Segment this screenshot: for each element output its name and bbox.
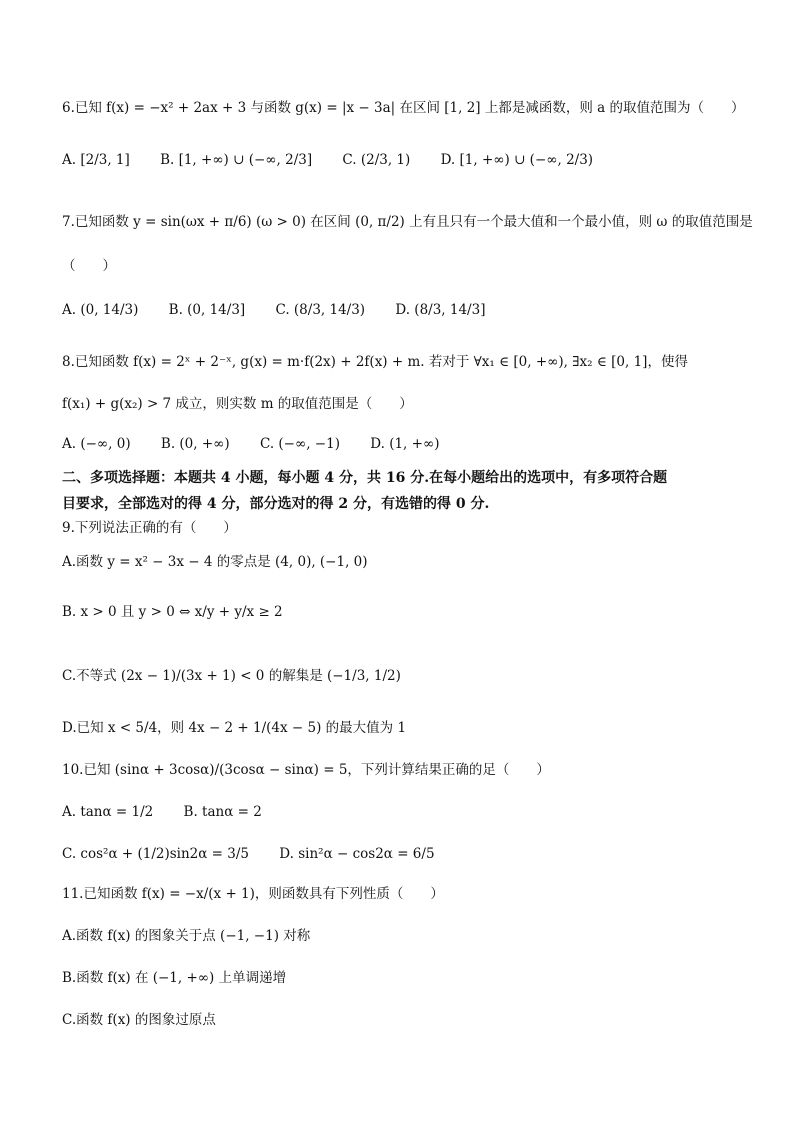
q10-stem: 10.已知 (sinα + 3cosα)/(3cosα − sinα) = 5，下列计算结果正确的足（ ） [62,762,550,778]
section-2-line-1: 二、多项选择题：本题共 4 小题，每小题 4 分，共 16 分.在每小题给出的选项中，有多项符合题 [62,470,668,486]
q10-options-ab [62,802,766,822]
q7-stem-tail: （ ） [62,258,116,274]
q6-option-a: A. [2/3, 1] [62,152,130,168]
q8-stem: 8.已知函数 f(x) = 2ˣ + 2⁻ˣ, g(x) = m·f(2x) + 2f(x) + m. 若对于 ∀x₁ ∈ [0, +∞), ∃x₂ ∈ [0, 1]，使得 [62,354,688,370]
q6-option-c: C. (2/3, 1) [342,152,411,168]
q8-stem-tail: f(x₁) + g(x₂) > 7 成立，则实数 m 的取值范围是（ ） [62,396,413,412]
q9-option-a: A.函数 y = x² − 3x − 4 的零点是 (4, 0), (−1, 0) [62,554,368,570]
q7-option-c: C. (8/3, 14/3) [275,302,366,318]
q8-options [62,434,766,454]
section-2-line-2: 目要求，全部选对的得 4 分，部分选对的得 2 分，有选错的得 0 分. [62,496,490,512]
q6-options [62,150,766,170]
q6-option-d: D. [1, +∞) ∪ (−∞, 2/3) [440,152,594,168]
q11-option-a: A.函数 f(x) 的图象关于点 (−1, −1) 对称 [62,928,311,944]
q9-stem: 9.下列说法正确的有（ ） [62,520,237,536]
q7-option-d: D. (8/3, 14/3] [395,302,486,318]
q6-stem: 6.已知 f(x) = −x² + 2ax + 3 与函数 g(x) = |x − 3a| 在区间 [1, 2] 上都是减函数，则 a 的取值范围为（ ） [62,100,745,116]
q8-option-b: B. (0, +∞) [160,436,230,452]
q8-option-c: C. (−∞, −1) [259,436,340,452]
q7-option-a: A. (0, 14/3) [62,302,139,318]
q10-option-b: B. tanα = 2 [183,804,262,820]
q7-options [62,300,766,320]
q6-option-b: B. [1, +∞) ∪ (−∞, 2/3] [160,152,313,168]
q11-stem: 11.已知函数 f(x) = −x/(x + 1)，则函数具有下列性质（ ） [62,886,444,902]
q9-option-d: D.已知 x < 5/4，则 4x − 2 + 1/(4x − 5) 的最大值为 1 [62,720,407,736]
q9-option-b: B. x > 0 且 y > 0 ⇔ x/y + y/x ≥ 2 [62,604,283,620]
q10-option-a: A. tanα = 1/2 [62,804,154,820]
q10-option-d: D. sin²α − cos2α = 6/5 [279,846,435,862]
q8-option-a: A. (−∞, 0) [62,436,131,452]
q10-option-c: C. cos²α + (1/2)sin2α = 3/5 [62,846,249,862]
q8-option-d: D. (1, +∞) [370,436,440,452]
q11-option-c: C.函数 f(x) 的图象过原点 [62,1012,216,1028]
q9-option-c: C.不等式 (2x − 1)/(3x + 1) < 0 的解集是 (−1/3, 1/2) [62,668,401,684]
q7-option-b: B. (0, 14/3] [168,302,246,318]
q10-options-cd [62,844,766,864]
q7-stem: 7.已知函数 y = sin(ωx + π/6) (ω > 0) 在区间 (0, π/2) 上有且只有一个最大值和一个最小值，则 ω 的取值范围是 [62,214,753,230]
q11-option-b: B.函数 f(x) 在 (−1, +∞) 上单调递增 [62,970,287,986]
